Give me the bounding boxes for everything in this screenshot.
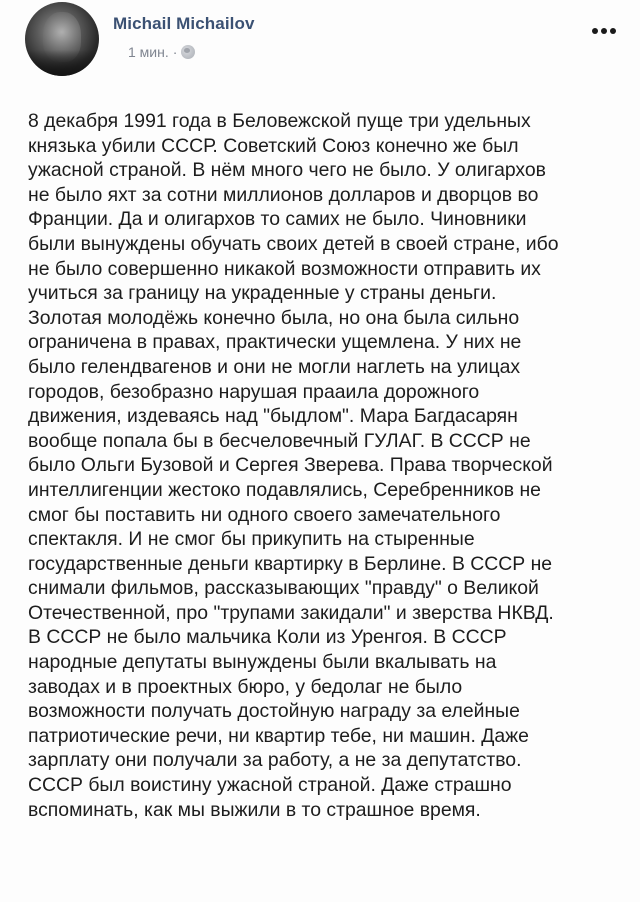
- avatar-photo-shadow: [25, 50, 99, 76]
- more-dot-icon: [601, 28, 607, 34]
- post-timestamp[interactable]: 1 мин.: [128, 44, 169, 60]
- post-text-line: учиться за границу на украденные у страны деньги.: [28, 282, 497, 305]
- post-text-line: заводах и в проектных бюро, у бедолаг не было: [28, 675, 463, 698]
- post-text-line: движения, издеваясь над "быдлом". Мара Багдасарян: [28, 405, 518, 428]
- more-options-button[interactable]: [592, 28, 616, 34]
- post-header: [0, 0, 640, 80]
- post-text-line: Золотая молодёжь конечно была, но она была сильно: [28, 306, 520, 329]
- post-text-line: 8 декабря 1991 года в Беловежской пуще три удельных: [28, 110, 531, 132]
- post-text-line: были вынуждены обучать своих детей в своей стране, ибо: [28, 232, 559, 255]
- more-dot-icon: [610, 28, 616, 34]
- post-text-line: было гелендвагенов и они не могли наглеть на улицах: [28, 355, 521, 378]
- post-text-line: городов, безобразно нарушая прааила дорожного: [28, 380, 480, 403]
- post-text-line: Франции. Да и олигархов то самих не было. Чиновники: [28, 208, 527, 231]
- post-text-line: было Ольги Бузовой и Сергея Зверева. Права творческой: [28, 454, 553, 477]
- post-text-line: ужасной страной. В нём много чего не было. У олигархов: [28, 159, 546, 182]
- post-text-line: государственные деньги квартирку в Берлине. В СССР не: [28, 552, 553, 575]
- post-text-line: вообще попала бы в бесчеловечный ГУЛАГ. В СССР не: [28, 429, 531, 452]
- post-text-line: СССР был воистину ужасной страной. Даже страшно: [28, 774, 512, 797]
- post-text-line: Отечественной, про "трупами закидали" и зверства НКВД.: [28, 601, 554, 624]
- post-text-line: ограничена в правах, практически ущемлена. У них не: [28, 331, 522, 354]
- post-text-line: не было яхт за сотни миллионов долларов и дворцов во: [28, 183, 539, 206]
- more-dot-icon: [592, 28, 598, 34]
- post-text-line: патриотические речи, ни квартир тебе, ни машин. Даже: [28, 724, 529, 747]
- post-text-line: смог бы поставить ни одного своего замечательного: [28, 503, 501, 526]
- post-text-line: интеллигенции жестоко подавлялись, Серебренников не: [28, 478, 541, 501]
- post-text-line: возможности получать достойную награду за елейные: [28, 700, 520, 723]
- post-body-text: [28, 109, 628, 822]
- post-text-line: спектакля. И не смог бы прикупить на стыренные: [28, 528, 475, 551]
- author-name[interactable]: Michail Michailov: [113, 14, 255, 33]
- post-text-line: снимали фильмов, рассказывающих "правду" о Великой: [28, 577, 539, 600]
- globe-icon[interactable]: [181, 45, 195, 59]
- meta-separator: ·: [172, 44, 178, 60]
- post-text-line: князька убили СССР. Советский Союз конечно же был: [28, 134, 519, 157]
- post-text-line: народные депутаты вынуждены были вкалывать на: [28, 651, 497, 674]
- post-text-line: не было совершенно никакой возможности отправить их: [28, 257, 541, 280]
- post-text-line: вспоминать, как мы выжили в то страшное время.: [28, 798, 481, 821]
- post-text-line: В СССР не было мальчика Коли из Уренгоя. В СССР: [28, 626, 507, 649]
- post-meta: [128, 44, 195, 60]
- post-text-line: зарплату они получали за работу, а не за депутатство.: [28, 749, 522, 772]
- avatar[interactable]: [25, 2, 99, 76]
